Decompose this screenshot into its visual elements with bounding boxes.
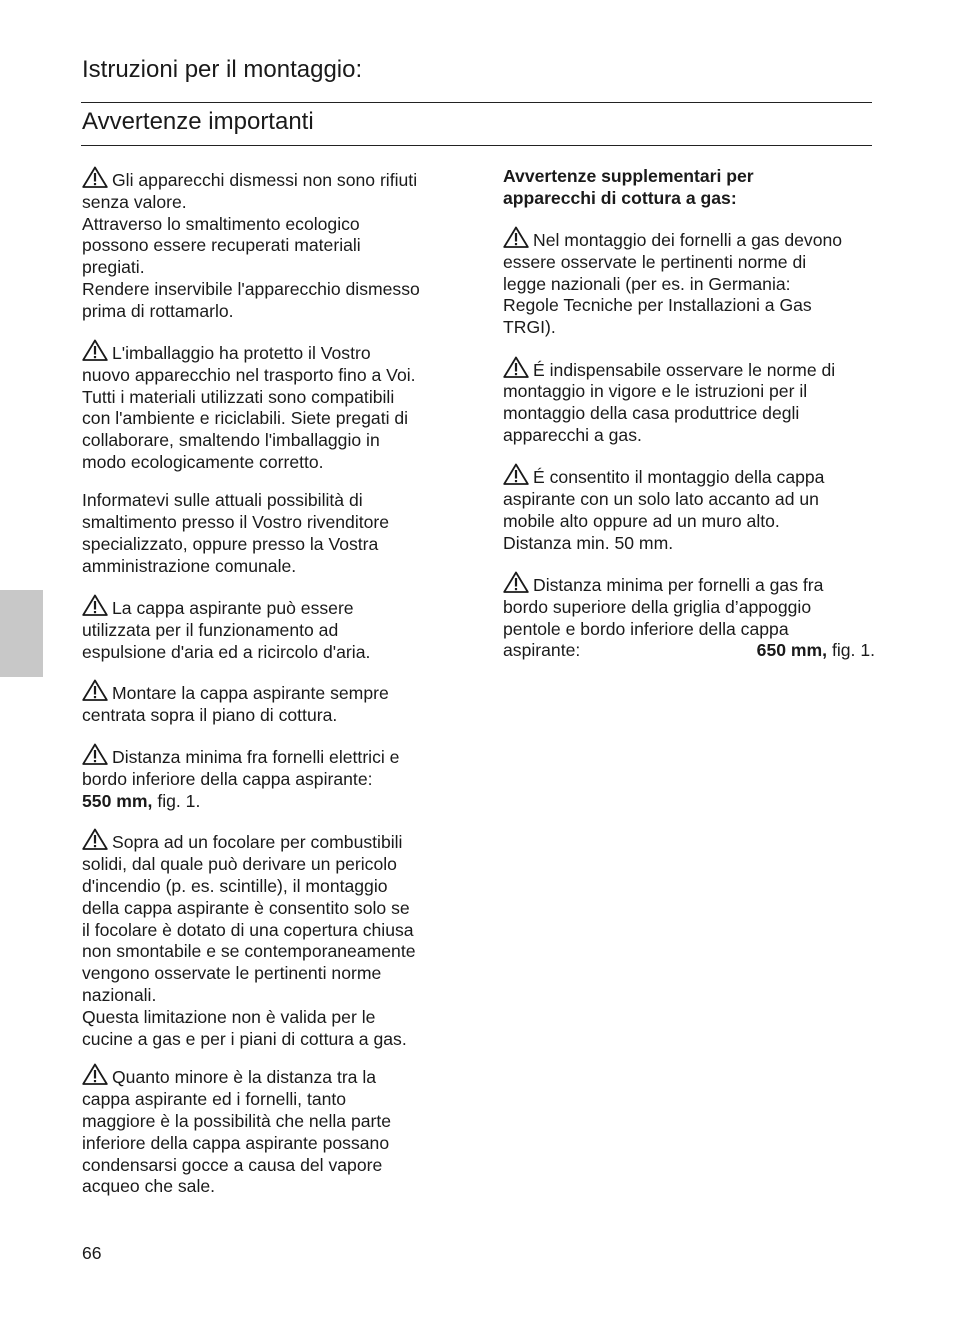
warning-gas-national-norms [503, 226, 875, 339]
text-line: Regole Tecniche per Installazioni a Gas [503, 295, 812, 316]
text-line: amministrazione comunale. [82, 555, 297, 576]
text-line: apparecchi di cottura a gas: [503, 187, 737, 208]
text-line: La cappa aspirante può essere [82, 594, 454, 620]
warning-triangle-icon [503, 356, 530, 378]
text-line: acqueo che sale. [82, 1176, 216, 1197]
text-line: vengono osservate le pertinenti norme [82, 963, 382, 984]
warning-solid-fuel [82, 828, 454, 1050]
text-line: L'imballaggio ha protetto il Vostro [82, 339, 454, 365]
warning-triangle-icon [82, 743, 109, 765]
text-line: montaggio della casa produttrice degli [503, 403, 800, 424]
gas-distance-value: 650 mm, [756, 640, 828, 661]
text-line: aspirante con un solo lato accanto ad un [503, 489, 819, 510]
text-line: essere osservate le pertinenti norme di [503, 251, 807, 272]
gas-distance-label: aspirante: [503, 640, 581, 661]
text-line: apparecchi a gas. [503, 424, 642, 445]
warning-triangle-icon [82, 339, 109, 361]
warning-side-mounting [503, 463, 875, 554]
text-line: Distanza minima fra fornelli elettrici e [82, 743, 454, 769]
text-line: nazionali. [82, 985, 157, 1005]
left-column [82, 166, 454, 1215]
text-line: legge nazionali (per es. in Germania: [503, 273, 791, 294]
language-tab-marker [0, 590, 43, 677]
warning-triangle-icon [82, 1063, 109, 1085]
text-line: inferiore della cappa aspirante possano [82, 1132, 390, 1153]
text-line: espulsione d'aria ed a ricircolo d'aria. [82, 641, 371, 662]
gas-distance-fig: fig. 1. [831, 640, 875, 661]
text-line: non smontabile e se contemporaneamente [82, 941, 416, 962]
text-line: É indispensabile osservare le norme di [503, 356, 875, 382]
electric-distance-fig: fig. 1. [157, 790, 201, 811]
warning-triangle-icon [82, 679, 109, 701]
warning-disposal [82, 166, 454, 323]
warning-triangle-icon [503, 226, 530, 248]
warning-triangle-icon [82, 166, 109, 188]
text-line: della cappa aspirante è consentito solo se [82, 897, 410, 918]
text-line: Rendere inservibile l'apparecchio dismesso [82, 278, 420, 299]
text-line: maggiore è la possibilità che nella parte [82, 1110, 392, 1131]
text-line: Sopra ad un focolare per combustibili [82, 828, 454, 854]
text-line: Quanto minore è la distanza tra la [82, 1063, 454, 1089]
text-line: TRGI). [503, 317, 556, 338]
warning-condensation [82, 1063, 454, 1198]
text-line: Gli apparecchi dismessi non sono rifiuti [82, 166, 454, 192]
warning-triangle-icon [503, 463, 530, 485]
text-line: senza valore. [82, 191, 187, 212]
text-line: montaggio in vigore e le istruzioni per il [503, 381, 808, 402]
warning-gas-manufacturer-instructions [503, 356, 875, 447]
page-title: Istruzioni per il montaggio: [82, 56, 363, 83]
text-line: Informatevi sulle attuali possibilità di [82, 490, 363, 511]
text-line: solidi, dal quale può derivare un pericolo [82, 854, 397, 875]
title-divider [81, 102, 872, 103]
text-line: bordo inferiore della cappa aspirante: [82, 768, 373, 789]
text-line: cucine a gas e per i piani di cottura a gas. [82, 1028, 407, 1049]
text-line: Questa limitazione non è valida per le [82, 1006, 376, 1027]
text-line: Montare la cappa aspirante sempre [82, 679, 454, 705]
text-line: nuovo apparecchio nel trasporto fino a Voi. [82, 364, 416, 385]
warning-gas-distance [503, 571, 875, 662]
warning-packaging [82, 339, 454, 474]
warning-electric-distance [82, 743, 454, 812]
electric-distance-value-line [82, 791, 454, 813]
text-line: specializzato, oppure presso la Vostra [82, 533, 379, 554]
warning-operation-modes [82, 594, 454, 663]
warning-triangle-icon [82, 828, 109, 850]
text-line: Tutti i materiali utilizzati sono compatibili [82, 386, 395, 407]
warning-centered-mounting [82, 679, 454, 727]
gas-distance-lines [503, 571, 875, 640]
text-line: Attraverso lo smaltimento ecologico [82, 213, 360, 234]
section-title: Avvertenze importanti [82, 108, 314, 135]
text-line: d'incendio (p. es. scintille), il montaggio [82, 876, 388, 897]
text-line: utilizzata per il funzionamento ad [82, 619, 339, 640]
text-line: prima di rottamarlo. [82, 300, 234, 321]
text-line: bordo superiore della griglia d’appoggio [503, 596, 812, 617]
text-line: condensarsi gocce a causa del vapore [82, 1154, 383, 1175]
info-disposal-options [82, 490, 454, 577]
text-line: cappa aspirante ed i fornelli, tanto [82, 1089, 347, 1110]
gas-appliances-heading [503, 166, 875, 210]
text-line: centrata sopra il piano di cottura. [82, 705, 338, 726]
text-line: possono essere recuperati materiali [82, 235, 361, 256]
warning-triangle-icon [82, 594, 109, 616]
section-divider [81, 145, 872, 146]
warning-triangle-icon [503, 571, 530, 593]
text-line: Distanza min. 50 mm. [503, 532, 674, 553]
text-line: modo ecologicamente corretto. [82, 452, 324, 473]
text-line: con l'ambiente e riciclabili. Siete pregati di [82, 408, 409, 429]
electric-distance-value: 550 mm, [82, 790, 153, 811]
gas-distance-value-line [503, 640, 875, 662]
electric-distance-lines [82, 743, 454, 791]
text-line: il focolare è dotato di una copertura chiusa [82, 919, 414, 940]
text-line: Distanza minima per fornelli a gas fra [503, 571, 875, 597]
text-line: É consentito il montaggio della cappa [503, 463, 875, 489]
text-line: collaborare, smaltendo l'imballaggio in [82, 430, 380, 451]
text-line: pentole e bordo inferiore della cappa [503, 618, 789, 639]
text-line: mobile alto oppure ad un muro alto. [503, 510, 780, 531]
text-line: smaltimento presso il Vostro rivenditore [82, 512, 390, 533]
right-column [503, 166, 875, 679]
text-line: Avvertenze supplementari per [503, 166, 754, 186]
text-line: Nel montaggio dei fornelli a gas devono [503, 226, 875, 252]
page-number: 66 [82, 1243, 102, 1263]
text-line: pregiati. [82, 257, 145, 278]
